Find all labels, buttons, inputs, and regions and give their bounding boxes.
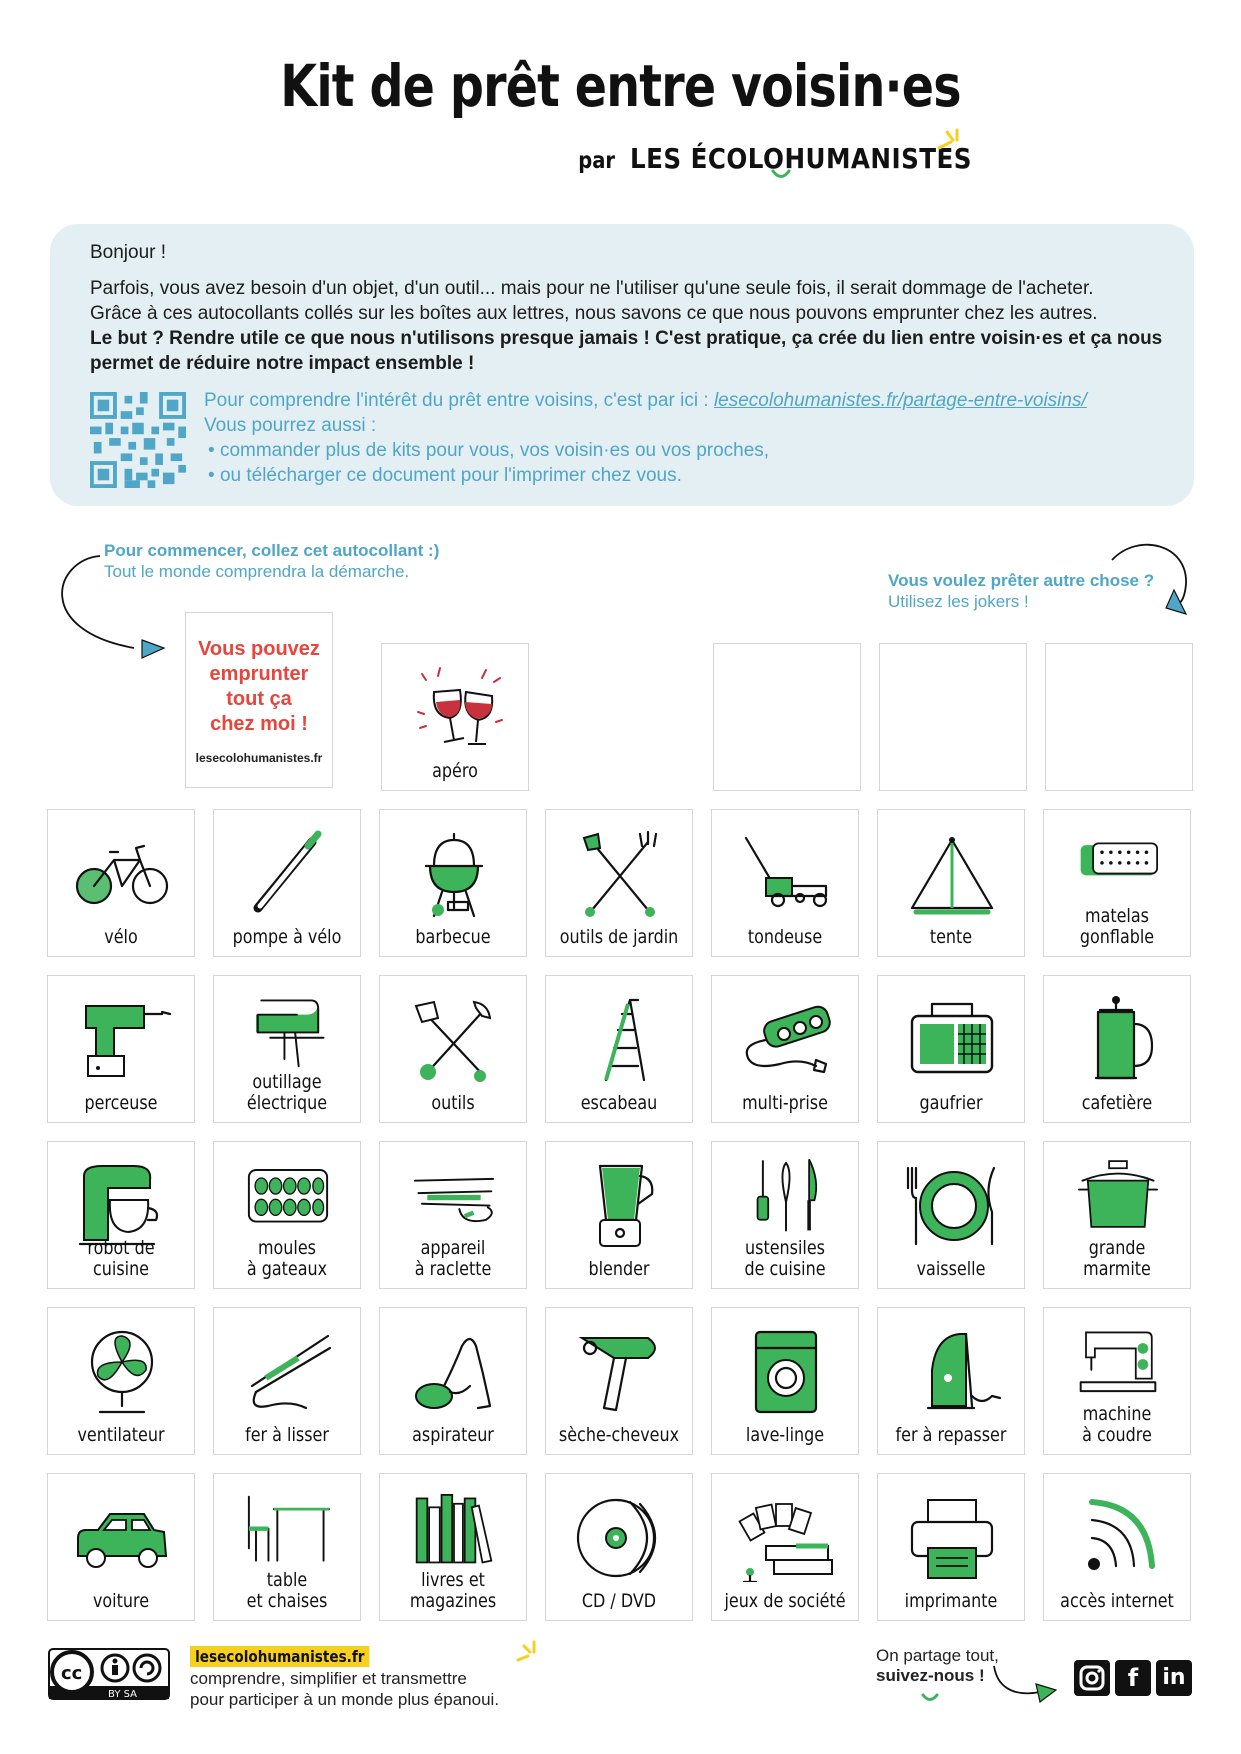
sticker-label-line-1: matelas [1085, 905, 1149, 927]
sticker-label-line-1: voiture [92, 1590, 150, 1612]
bike-icon [72, 828, 172, 918]
car-icon [72, 1492, 172, 1582]
sticker-label [392, 1425, 515, 1446]
starter-line-4: chez moi ! [210, 713, 308, 735]
kitchen-utensils-icon [736, 1154, 836, 1234]
garden-tools-icon [570, 828, 670, 918]
cake-mold-icon [238, 1154, 338, 1234]
sticker-washing-machine [711, 1307, 859, 1455]
sticker-label-line-1: imprimante [904, 1590, 998, 1612]
sticker-label-line-1: ventilateur [77, 1424, 165, 1446]
follow-arrow-icon [990, 1662, 1062, 1712]
blender-icon [570, 1160, 670, 1250]
sparkle-icon [514, 1640, 540, 1666]
sticker-label-line-2: marmite [1083, 1258, 1151, 1280]
tagline-2: pour participer à un monde plus épanoui. [190, 1690, 500, 1709]
sticker-label-line-1: outillage [252, 1071, 322, 1093]
instagram-icon[interactable] [1074, 1660, 1110, 1696]
sticker-label-line-2: à raclette [414, 1258, 492, 1280]
qr-code-icon[interactable] [90, 392, 186, 488]
sticker-waffle-maker [877, 975, 1025, 1123]
sticker-label-line-2: de cuisine [744, 1258, 826, 1280]
sticker-label-line-1: pompe à vélo [232, 926, 342, 948]
wifi-icon [1068, 1492, 1168, 1582]
start-note-sub: Tout le monde comprendra la démarche. [104, 562, 410, 581]
hair-straightener-icon [238, 1326, 338, 1416]
sticker-label [724, 1425, 847, 1446]
sticker-ladder [545, 975, 693, 1123]
footer-url[interactable]: lesecolohumanistes.fr [190, 1646, 370, 1667]
sticker-label-line-2: magazines [409, 1590, 497, 1612]
raclette-icon [404, 1154, 504, 1234]
sticker-iron [877, 1307, 1025, 1455]
sticker-label [1056, 1238, 1179, 1280]
dishes-icon [902, 1160, 1002, 1250]
byline-prefix: par [578, 148, 616, 174]
sticker-label [60, 927, 183, 948]
sticker-label [226, 1570, 349, 1612]
starter-line-2: emprunter [209, 663, 309, 685]
sticker-label-line-1: blender [588, 1258, 650, 1280]
sticker-french-press [1043, 975, 1191, 1123]
sticker-label-line-1: tondeuse [747, 926, 823, 948]
sticker-label-line-1: tente [929, 926, 973, 948]
sticker-label [724, 1591, 847, 1612]
sticker-lawn-mower [711, 809, 859, 957]
sticker-label [724, 1093, 847, 1114]
sticker-pot [1043, 1141, 1191, 1289]
sticker-label [890, 1093, 1013, 1114]
starter-line-1: Vous pouvez [198, 638, 320, 660]
sticker-label: apéro [432, 760, 478, 782]
linkedin-icon[interactable]: in [1156, 1660, 1192, 1696]
sticker-label-line-1: barbecue [415, 926, 491, 948]
pot-icon [1068, 1154, 1168, 1234]
sticker-label-line-1: livres et [421, 1569, 485, 1591]
sticker-vacuum [379, 1307, 527, 1455]
hair-dryer-icon [570, 1326, 670, 1416]
joker-sticker [1045, 643, 1193, 791]
sticker-label [392, 1570, 515, 1612]
facebook-icon[interactable]: f [1115, 1660, 1151, 1696]
sticker-label-line-1: sèche-cheveux [558, 1424, 680, 1446]
sticker-hair-straightener [213, 1307, 361, 1455]
svg-text:cc: cc [61, 1663, 83, 1684]
sticker-barbecue [379, 809, 527, 957]
sticker-label [60, 1425, 183, 1446]
sticker-jigsaw [213, 975, 361, 1123]
intro-line-2: Grâce à ces autocollants collés sur les boîtes aux lettres, nous savons ce que nous pouvons emprunter chez les autres. [90, 303, 1098, 324]
sticker-sewing-machine [1043, 1307, 1191, 1455]
sticker-bike-pump [213, 809, 361, 957]
french-press-icon [1068, 994, 1168, 1084]
sticker-blender [545, 1141, 693, 1289]
start-arrow-icon [44, 550, 169, 660]
sticker-cake-mold [213, 1141, 361, 1289]
sewing-machine-icon [1068, 1320, 1168, 1400]
sticker-label [392, 1093, 515, 1114]
sticker-bike [47, 809, 195, 957]
sticker-board-games [711, 1473, 859, 1621]
sticker-label [558, 1425, 681, 1446]
license-text: BY SA [108, 1689, 137, 1700]
sticker-label-line-1: fer à repasser [895, 1424, 1007, 1446]
starter-line-3: tout ça [226, 688, 292, 710]
sticker-label-line-2: à coudre [1082, 1424, 1152, 1446]
sticker-power-strip [711, 975, 859, 1123]
sticker-label-line-1: cafetière [1081, 1092, 1153, 1114]
vacuum-icon [404, 1326, 504, 1416]
sticker-label-line-1: table [266, 1569, 308, 1591]
barbecue-icon [404, 828, 504, 918]
also-label: Vous pourrez aussi : [204, 415, 377, 436]
sticker-drill [47, 975, 195, 1123]
table-chair-icon [238, 1486, 338, 1566]
intro-line-1: Parfois, vous avez besoin d'un objet, d'un outil... mais pour ne l'utiliser qu'une seule fois, il serait dommage de l'acheter. [90, 278, 1094, 299]
greeting: Bonjour ! [90, 242, 167, 263]
sticker-label-line-1: perceuse [84, 1092, 158, 1114]
sticker-raclette [379, 1141, 527, 1289]
sticker-label-line-1: outils de jardin [559, 926, 679, 948]
bullet-2-text: ou télécharger ce document pour l'imprimer chez vous. [219, 465, 682, 486]
bike-pump-icon [238, 828, 338, 918]
air-mattress-icon [1068, 822, 1168, 902]
sparkle-icon [935, 126, 965, 154]
sticker-label-line-1: ustensiles [745, 1237, 825, 1259]
intro-panel [50, 224, 1194, 506]
sticker-label [558, 1259, 681, 1280]
sticker-label-line-1: outils [431, 1092, 475, 1114]
sticker-label-line-1: vélo [104, 926, 138, 948]
share-note [876, 1646, 999, 1686]
ladder-icon [570, 994, 670, 1084]
sticker-label-line-1: vaisselle [916, 1258, 986, 1280]
sticker-label-line-2: à gateaux [246, 1258, 328, 1280]
sticker-car [47, 1473, 195, 1621]
sticker-label [890, 1591, 1013, 1612]
sticker-tent [877, 809, 1025, 957]
sticker-label-line-1: machine [1082, 1403, 1152, 1425]
brand-logo: LES ÉCOLOHUMANISTES [630, 142, 973, 175]
sticker-label [558, 1591, 681, 1612]
share-line-2: suivez-nous ! [876, 1666, 985, 1685]
sticker-wifi [1043, 1473, 1191, 1621]
printer-icon [902, 1492, 1002, 1582]
sticker-label [226, 1238, 349, 1280]
sticker-stand-mixer [47, 1141, 195, 1289]
sticker-label [60, 1591, 183, 1612]
bullet-2: • ou télécharger ce document pour l'imprimer chez vous. [208, 465, 682, 486]
smile-icon [770, 168, 792, 182]
sticker-apero [381, 643, 529, 791]
joker-arrow-icon [1108, 538, 1198, 628]
sticker-label-line-2: électrique [246, 1092, 328, 1114]
books-icon [404, 1486, 504, 1566]
sticker-label [1056, 906, 1179, 948]
more-info [204, 388, 1087, 413]
sticker-label [392, 1238, 515, 1280]
iron-icon [902, 1326, 1002, 1416]
sticker-label-line-2: gonflable [1079, 926, 1155, 948]
sticker-air-mattress [1043, 809, 1191, 957]
sticker-label-line-1: aspirateur [412, 1424, 494, 1446]
waffle-maker-icon [902, 994, 1002, 1084]
share-line-1: On partage tout, [876, 1646, 999, 1665]
joker-sticker [879, 643, 1027, 791]
sticker-label [1056, 1093, 1179, 1114]
sticker-table-chair [213, 1473, 361, 1621]
tagline-1: comprendre, simplifier et transmettre [190, 1669, 467, 1688]
sticker-label [724, 1238, 847, 1280]
sticker-label [392, 927, 515, 948]
sticker-label-line-1: robot de cuisine [87, 1237, 155, 1280]
sticker-label [558, 927, 681, 948]
sticker-label [226, 1072, 349, 1114]
sticker-dishes [877, 1141, 1025, 1289]
sticker-label-line-1: jeux de société [724, 1590, 846, 1612]
sticker-label-line-1: lave-linge [745, 1424, 825, 1446]
cd-icon [570, 1492, 670, 1582]
sticker-label-line-1: appareil [420, 1237, 486, 1259]
sticker-label-line-1: grande [1088, 1237, 1146, 1259]
sticker-label-line-1: escabeau [580, 1092, 658, 1114]
start-note-title: Pour commencer, collez cet autocollant :) [104, 541, 440, 560]
sticker-label-line-1: accès internet [1060, 1590, 1174, 1612]
wine-glasses-icon [406, 662, 506, 752]
drill-icon [72, 994, 172, 1084]
sticker-label-line-2: et chaises [246, 1590, 328, 1612]
sticker-label-line-1: moules [257, 1237, 316, 1259]
sticker-books [379, 1473, 527, 1621]
fan-icon [72, 1326, 172, 1416]
joker-note-title: Vous voulez prêter autre chose ? [888, 571, 1155, 590]
tools-icon [404, 994, 504, 1084]
cc-license-icon[interactable] [48, 1648, 170, 1700]
starter-sticker [185, 612, 333, 788]
sticker-label [60, 1093, 183, 1114]
more-info-link[interactable]: lesecolohumanistes.fr/partage-entre-voisins/ [713, 390, 1087, 411]
lawn-mower-icon [736, 828, 836, 918]
sticker-label [1056, 1404, 1179, 1446]
joker-note-sub: Utilisez les jokers ! [888, 592, 1029, 611]
starter-url: lesecolohumanistes.fr [195, 751, 323, 765]
sticker-label [1056, 1591, 1179, 1612]
sticker-hair-dryer [545, 1307, 693, 1455]
sticker-cd [545, 1473, 693, 1621]
sticker-fan [47, 1307, 195, 1455]
footer-site [190, 1646, 499, 1709]
sticker-label [60, 1238, 183, 1280]
sticker-label-line-1: gaufrier [919, 1092, 983, 1114]
sticker-label-line-1: fer à lisser [245, 1424, 329, 1446]
sticker-garden-tools [545, 809, 693, 957]
jigsaw-icon [238, 988, 338, 1068]
sticker-label [890, 927, 1013, 948]
sticker-label [226, 1425, 349, 1446]
sticker-label-line-1: multi-prise [742, 1092, 828, 1114]
intro-goal-1: Le but ? Rendre utile ce que nous n'utilisons presque jamais ! C'est pratique, ça crée du lien entre voisin·es et ça nous [90, 328, 1163, 349]
sticker-label [558, 1093, 681, 1114]
sticker-label [890, 1425, 1013, 1446]
bullet-1-text: commander plus de kits pour vous, vos voisin·es ou vos proches, [219, 440, 770, 461]
board-games-icon [736, 1492, 836, 1582]
more-info-prefix: Pour comprendre l'intérêt du prêt entre voisins, c'est par ici : [204, 390, 714, 411]
sticker-label [724, 927, 847, 948]
washing-machine-icon [736, 1326, 836, 1416]
sticker-label [226, 927, 349, 948]
page-title: Kit de prêt entre voisin·es [280, 52, 961, 120]
smile-icon [920, 1692, 940, 1706]
intro-goal-2: permet de réduire notre impact ensemble ! [90, 353, 475, 374]
sticker-label-line-1: CD / DVD [581, 1590, 657, 1612]
sticker-printer [877, 1473, 1025, 1621]
tent-icon [902, 828, 1002, 918]
bullet-1: • commander plus de kits pour vous, vos voisin·es ou vos proches, [208, 440, 770, 461]
joker-sticker [713, 643, 861, 791]
power-strip-icon [736, 994, 836, 1084]
sticker-kitchen-utensils [711, 1141, 859, 1289]
sticker-label [890, 1259, 1013, 1280]
sticker-tools [379, 975, 527, 1123]
